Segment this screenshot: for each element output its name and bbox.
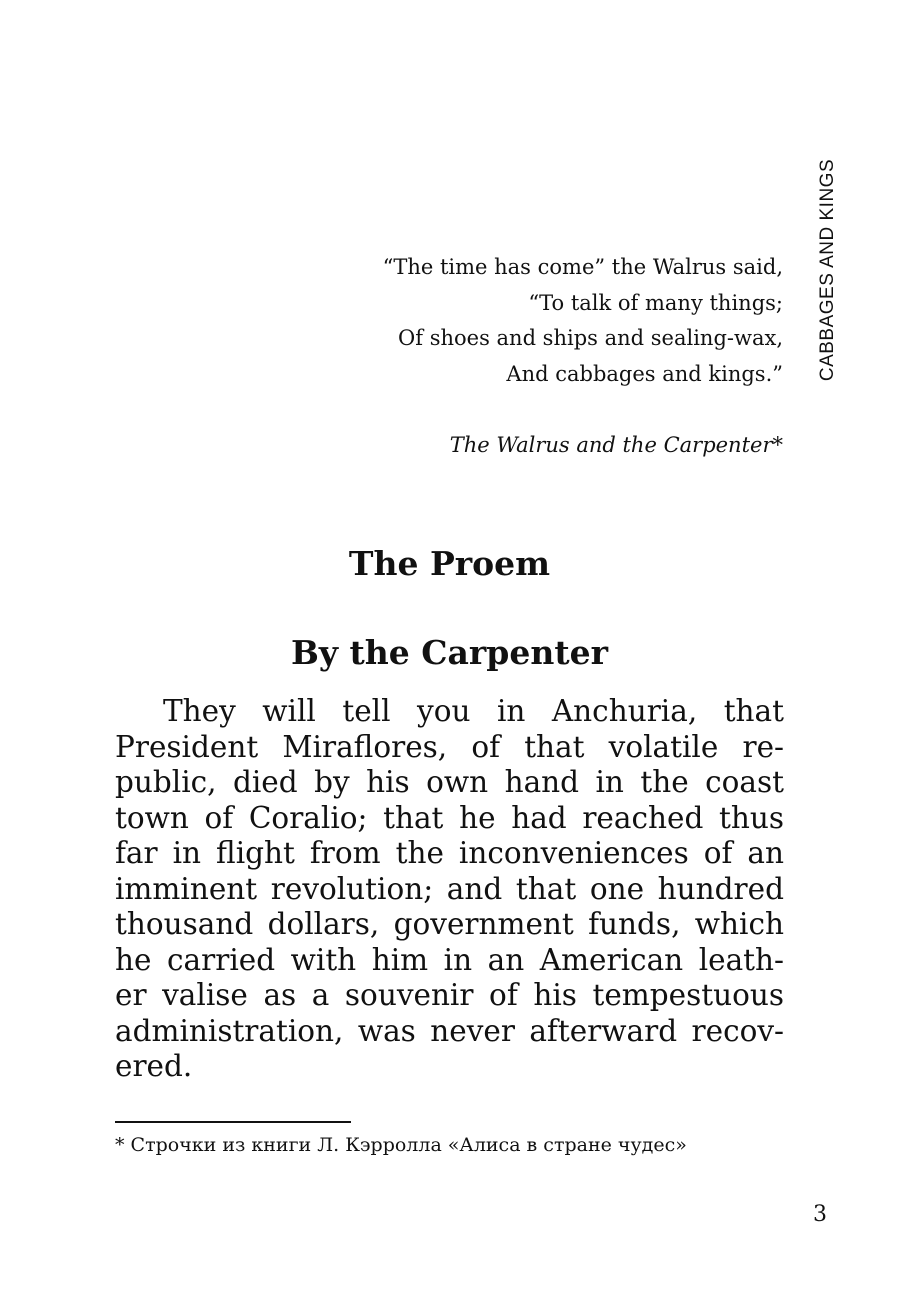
body-line: er valise as a souvenir of his tempestuous bbox=[115, 978, 784, 1012]
epigraph-line: “To talk of many things; bbox=[528, 290, 783, 315]
chapter-title: The Proem bbox=[348, 544, 551, 583]
body-line: imminent revolution; and that one hundred bbox=[115, 871, 784, 906]
running-head bbox=[804, 140, 852, 400]
body-line: far in flight from the inconveniences of an bbox=[115, 836, 784, 870]
body-line: President Miraflores, of that volatile re- bbox=[115, 729, 784, 764]
epigraph bbox=[223, 250, 783, 392]
footnote: * Строчки из книги Л. Кэрролла «Алиса в стране чудес» bbox=[115, 1134, 687, 1156]
body-line: public, died by his own hand in the coast bbox=[115, 765, 784, 799]
body-line: thousand dollars, government funds, which bbox=[115, 907, 784, 941]
body-line: administration, was never afterward recov- bbox=[115, 1013, 784, 1048]
page-number: 3 bbox=[813, 1202, 827, 1227]
body-line: They will tell you in Anchuria, that bbox=[163, 694, 784, 728]
epigraph-line: “The time has come” the Walrus said, bbox=[382, 255, 783, 279]
chapter-subtitle: By the Carpenter bbox=[291, 633, 608, 672]
epigraph-source: The Walrus and the Carpenter* bbox=[449, 433, 783, 457]
epigraph-line: And cabbages and kings.” bbox=[506, 361, 783, 386]
body-line: ered. bbox=[115, 1049, 193, 1083]
epigraph-line: Of shoes and ships and sealing-wax, bbox=[398, 326, 783, 350]
body-line: he carried with him in an American leath- bbox=[115, 942, 784, 977]
body-paragraph bbox=[115, 694, 784, 1085]
footnote-divider bbox=[115, 1121, 351, 1123]
running-head-text: CABBAGES AND KINGS bbox=[817, 158, 839, 382]
body-line: town of Coralio; that he had reached thus bbox=[115, 800, 784, 835]
